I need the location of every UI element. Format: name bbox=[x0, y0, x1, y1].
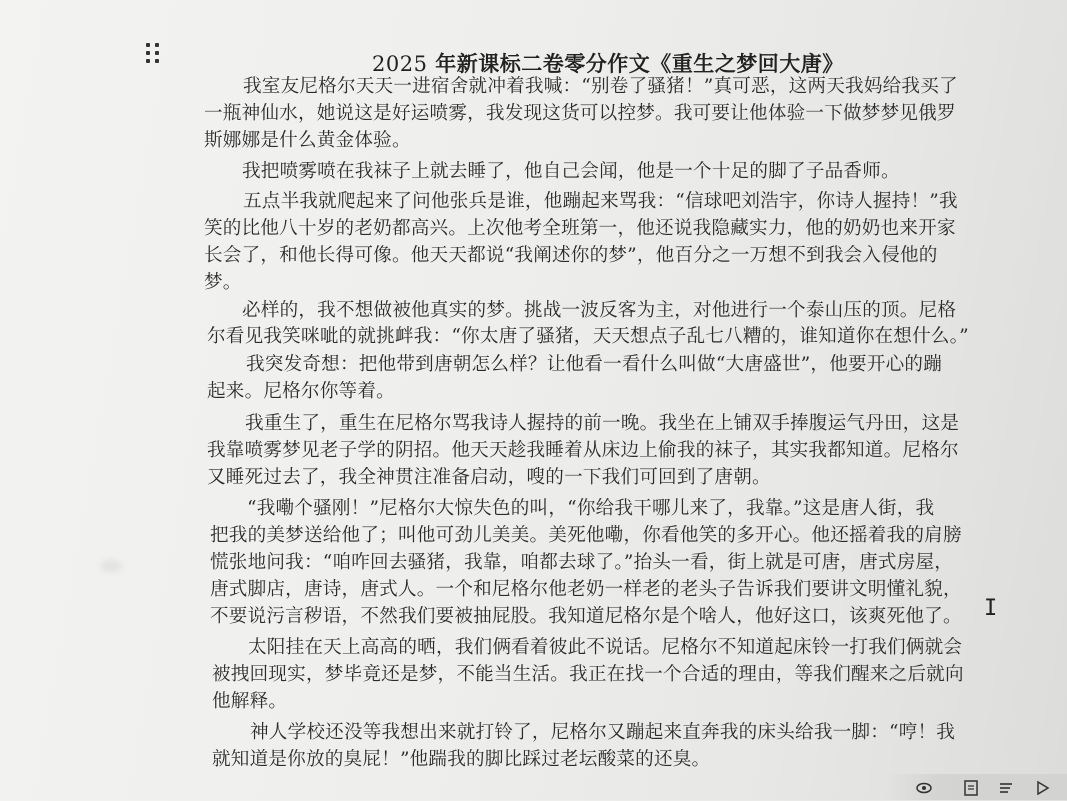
text-line: 五点半我就爬起来了问他张兵是谁，他蹦起来骂我：“信球吧刘浩宇，你诗人握持！”我 bbox=[243, 191, 958, 212]
text-line: 被拽回现实，梦毕竟还是梦，不能当生活。我正在找一个合适的理由，等我们醒来之后就向 bbox=[212, 664, 964, 685]
text-line: 起来。尼格尔你等着。 bbox=[207, 381, 395, 402]
drag-handle-icon[interactable] bbox=[146, 43, 160, 63]
text-line: 必样的，我不想做被他真实的梦。挑战一波反客为主，对他进行一个泰山压的顶。尼格 bbox=[242, 300, 957, 321]
text-line: 长会了，和他长得可像。他天天都说“我阐述你的梦”，他百分之一万想不到我会入侵他的 bbox=[204, 245, 938, 266]
list-icon[interactable] bbox=[997, 779, 1015, 797]
text-line: 我把喷雾喷在我袜子上就去睡了，他自己会闻，他是一个十足的脚了子品香师。 bbox=[242, 161, 900, 182]
document-icon[interactable] bbox=[962, 779, 980, 797]
text-line: 我室友尼格尔天天一进宿舍就冲着我喊：“别卷了骚猪！”真可恶，这两天我妈给我买了 bbox=[243, 76, 958, 97]
paper-smudge bbox=[100, 560, 122, 572]
text-line: 我重生了，重生在尼格尔骂我诗人握持的前一晚。我坐在上铺双手捧腹运气丹田，这是 bbox=[245, 413, 960, 434]
text-line: 笑的比他八十岁的老奶都高兴。上次他考全班第一，他还说我隐藏实力，他的奶奶也来开家 bbox=[204, 218, 956, 239]
text-line: 唐式脚店，唐诗，唐式人。一个和尼格尔他老奶一样老的老头子告诉我们要讲文明懂礼貌， bbox=[210, 579, 962, 600]
text-line: 神人学校还没等我想出来就打铃了，尼格尔又蹦起来直奔我的床头给我一脚：“哼！我 bbox=[250, 722, 956, 743]
text-line: 慌张地问我：“咱咋回去骚猪，我靠，咱都去球了。”抬头一看，街上就是可唐，唐式房屋， bbox=[210, 552, 954, 573]
text-line: 我突发奇想：把他带到唐朝怎么样？让他看一看什么叫做“大唐盛世”，他要开心的蹦 bbox=[246, 354, 942, 375]
text-line: “我嘞个骚刚！”尼格尔大惊失色的叫，“你给我干哪儿来了，我靠。”这是唐人街，我 bbox=[247, 498, 935, 519]
text-line: 把我的美梦送给他了；叫他可劲儿美美。美死他嘞，你看他笑的多开心。他还摇着我的肩膀 bbox=[210, 525, 962, 546]
text-line: 不要说污言秽语，不然我们要被抽屁股。我知道尼格尔是个啥人，他好这口，该爽死他了。 bbox=[210, 606, 962, 627]
play-icon[interactable] bbox=[1033, 779, 1051, 797]
eye-icon[interactable] bbox=[915, 779, 933, 797]
text-line: 一瓶神仙水，她说这是好运喷雾，我发现这货可以控梦。我可要让他体验一下做梦梦见俄罗 bbox=[204, 103, 956, 124]
title-year: 2025 bbox=[372, 52, 428, 76]
title-text: 年新课标二卷零分作文《重生之梦回大唐》 bbox=[427, 51, 844, 76]
text-line: 就知道是你放的臭屁！”他踹我的脚比踩过老坛酸菜的还臭。 bbox=[212, 749, 711, 770]
text-line: 太阳挂在天上高高的晒，我们俩看着彼此不说话。尼格尔不知道起床铃一打我们俩就会 bbox=[248, 637, 963, 658]
text-line: 梦。 bbox=[204, 272, 242, 293]
text-line: 尔看见我笑咪呲的就挑衅我：“你太唐了骚猪，天天想点子乱七八糟的，谁知道你在想什么。” bbox=[207, 326, 969, 347]
text-cursor-icon: I bbox=[984, 596, 998, 621]
text-line: 又睡死过去了，我全神贯注准备启动，嗖的一下我们可回到了唐朝。 bbox=[207, 467, 771, 488]
text-line: 他解释。 bbox=[212, 691, 288, 712]
text-line: 我靠喷雾梦见老子学的阴招。他天天趁我睡着从床边上偷我的袜子，其实我都知道。尼格尔 bbox=[207, 440, 959, 461]
text-line: 斯娜娜是什么黄金体验。 bbox=[204, 130, 411, 151]
bottom-toolbar bbox=[887, 774, 1067, 800]
